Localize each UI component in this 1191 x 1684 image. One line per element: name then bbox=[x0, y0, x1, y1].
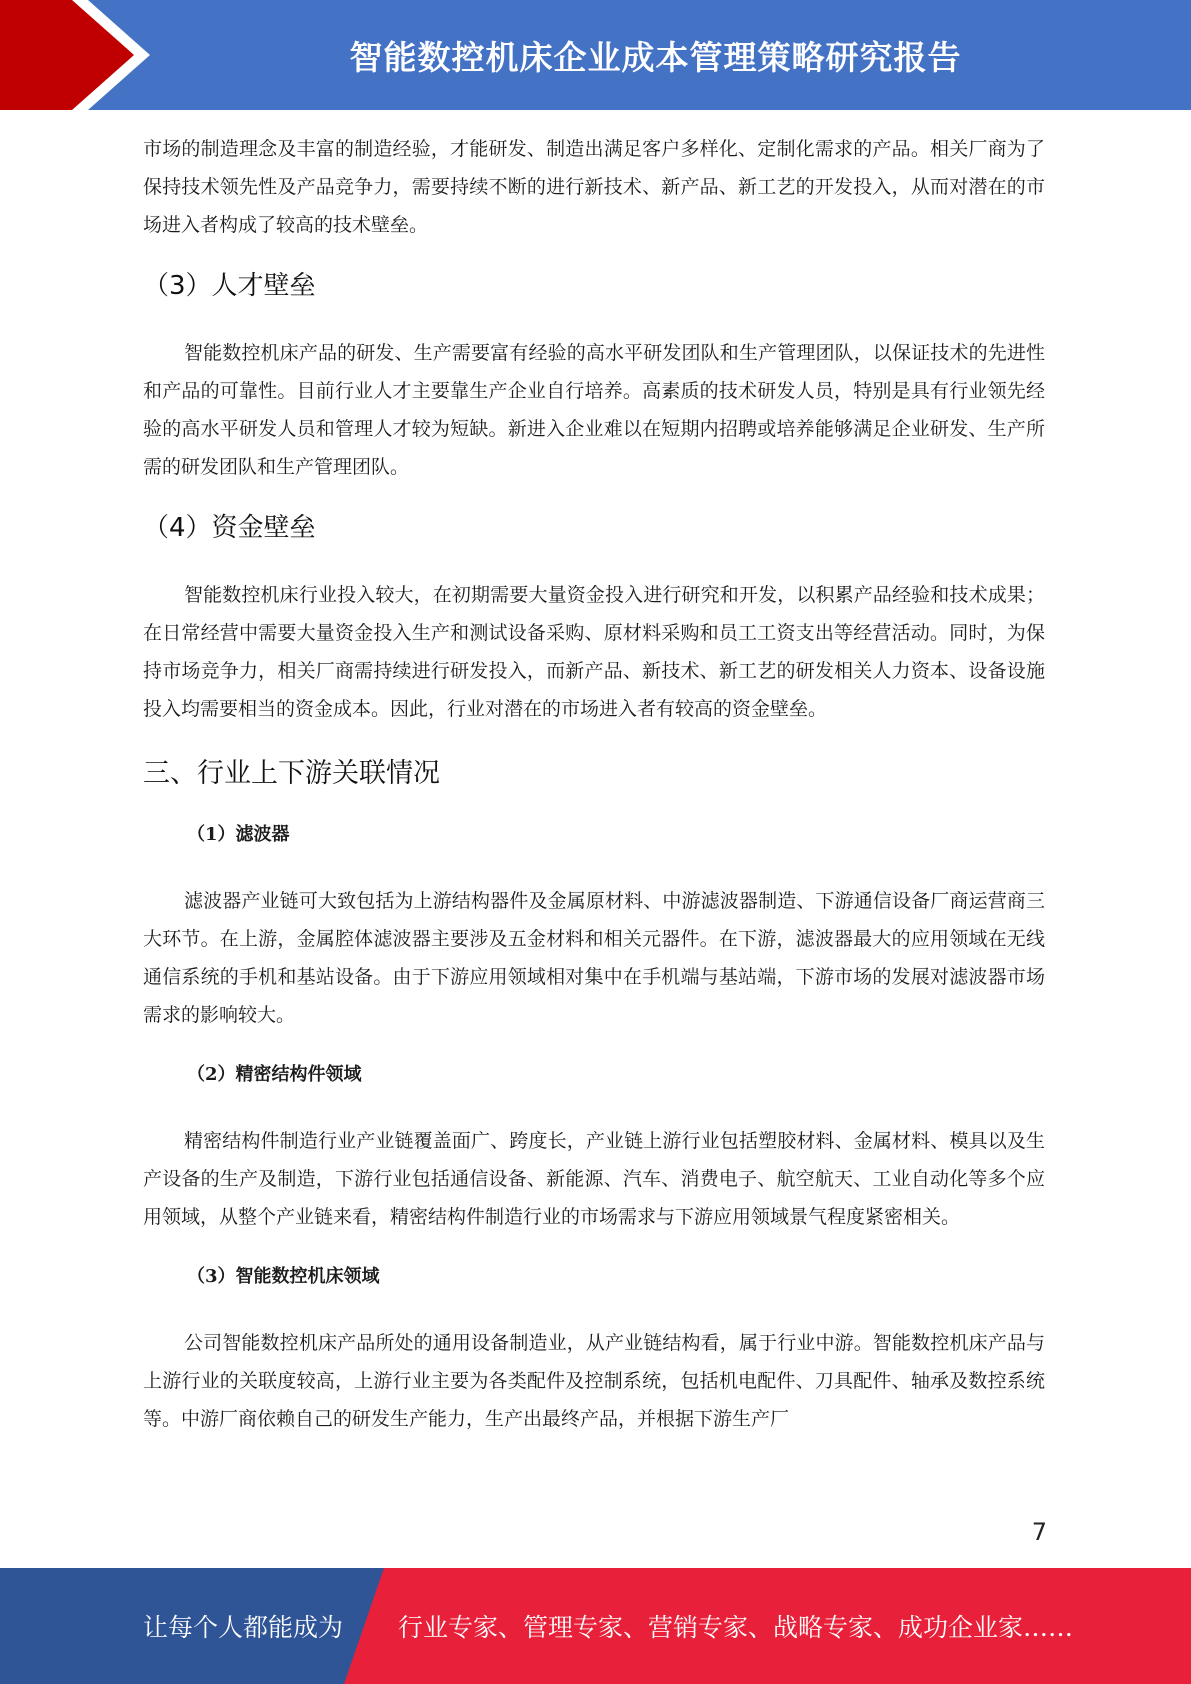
header-banner bbox=[0, 0, 1191, 110]
document-title: 智能数控机床企业成本管理策略研究报告 bbox=[349, 37, 962, 77]
intro-paragraph: 市场的制造理念及丰富的制造经验，才能研发、制造出满足客户多样化、定制化需求的产品。相关厂商为了保持技术领先性及产品竞争力，需要持续不断的进行新技术、新产品、新工艺的开发投入，从而对潜在的市场进入者构成了较高的技术壁垒。 bbox=[143, 138, 1045, 236]
footer-slogan-left: 让每个人都能成为 bbox=[143, 1613, 344, 1642]
capital-barrier-paragraph: 智能数控机床行业投入较大，在初期需要大量资金投入进行研究和开发，以积累产品经验和技术成果；在日常经营中需要大量资金投入生产和测试设备采购、原材料采购和员工工资支出等经营活动。同时，为保持市场竞争力，相关厂商需持续进行研发投入，而新产品、新技术、新工艺的研发相关人力资本、设备设施投入均需要相当的资金成本。因此，行业对潜在的市场进入者有较高的资金壁垒。 bbox=[143, 584, 1045, 720]
page-content bbox=[143, 130, 1045, 1438]
filter-paragraph: 滤波器产业链可大致包括为上游结构器件及金属原材料、中游滤波器制造、下游通信设备厂商运营商三大环节。在上游，金属腔体滤波器主要涉及五金材料和相关元器件。在下游，滤波器最大的应用领域在无线通信系统的手机和基站设备。由于下游应用领域相对集中在手机端与基站端，下游市场的发展对滤波器市场需求的影响较大。 bbox=[143, 890, 1045, 1026]
filter-heading: （1）滤波器 bbox=[187, 824, 290, 845]
page-number: 7 bbox=[1031, 1518, 1047, 1546]
capital-barrier-heading: （4）资金壁垒 bbox=[143, 513, 316, 543]
footer-slogan-right: 行业专家、管理专家、营销专家、战略专家、成功企业家…… bbox=[398, 1613, 1074, 1642]
cnc-machine-heading: （3）智能数控机床领域 bbox=[187, 1266, 380, 1287]
cnc-machine-paragraph: 公司智能数控机床产品所处的通用设备制造业，从产业链结构看，属于行业中游。智能数控机床产品与上游行业的关联度较高，上游行业主要为各类配件及控制系统，包括机电配件、刀具配件、轴承及数控系统等。中游厂商依赖自己的研发生产能力，生产出最终产品，并根据下游生产厂 bbox=[143, 1332, 1045, 1430]
precision-structure-paragraph: 精密结构件制造行业产业链覆盖面广、跨度长，产业链上游行业包括塑胶材料、金属材料、模具以及生产设备的生产及制造，下游行业包括通信设备、新能源、汽车、消费电子、航空航天、工业自动化等多个应用领域，从整个产业链来看，精密结构件制造行业的市场需求与下游应用领域景气程度紧密相关。 bbox=[143, 1130, 1045, 1228]
talent-barrier-paragraph: 智能数控机床产品的研发、生产需要富有经验的高水平研发团队和生产管理团队，以保证技术的先进性和产品的可靠性。目前行业人才主要靠生产企业自行培养。高素质的技术研发人员，特别是具有行业领先经验的高水平研发人员和管理人才较为短缺。新进入企业难以在短期内招聘或培养能够满足企业研发、生产所需的研发团队和生产管理团队。 bbox=[143, 342, 1045, 478]
talent-barrier-heading: （3）人才壁垒 bbox=[143, 271, 316, 301]
footer-banner bbox=[0, 1568, 1191, 1684]
section-heading: 三、行业上下游关联情况 bbox=[143, 758, 440, 789]
precision-structure-heading: （2）精密结构件领域 bbox=[187, 1064, 362, 1085]
